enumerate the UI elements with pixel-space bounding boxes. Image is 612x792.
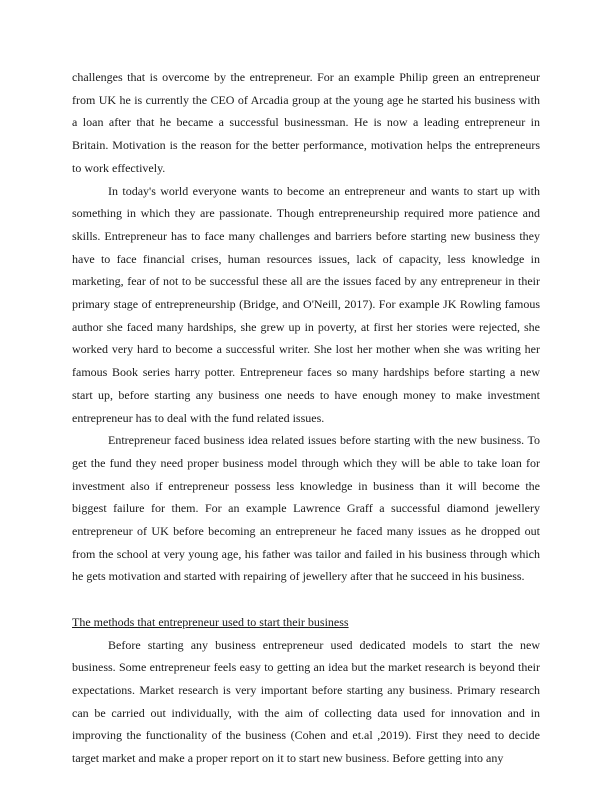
page-body	[72, 66, 540, 770]
paragraph-methods: Before starting any business entrepreneur used dedicated models to start the new business. Some entrepreneur feels easy to getting an idea but the market research is beyond their expectations. Market research is very important before starting any business. Primary research can be carried out individually, with the aim of collecting data used for innovation and in improving the functionality of the business (Cohen and et.al ,2019). First they need to decide target market and make a proper report on it to start new business. Before getting into any	[72, 637, 540, 766]
paragraph-entrepreneurship-challenges: In today's world everyone wants to become an entrepreneur and wants to start up with something in which they are passionate. Though entrepreneurship required more patience and skills. Entrepreneur has to face many challenges and barriers before starting new business they have to face financial crises, human resources issues, lack of capacity, less knowledge in marketing, fear of not to be successful these all are the issues faced by any entrepreneur in their primary stage of entrepreneurship (Bridge, and O'Neill, 2017). For example JK Rowling famous author she faced many hardships, she grew up in poverty, at first her stories were rejected, she worked very hard to become a successful writer. She lost her mother when she was writing her famous Book series harry potter. Entrepreneur faces so many hardships before starting a new start up, before starting any business one needs to have enough money to make investment entrepreneur has to deal with the fund related issues.	[72, 183, 540, 425]
paragraph-business-idea-issues: Entrepreneur faced business idea related issues before starting with the new business. To get the fund they need proper business model through which they will be able to take loan for investment also if entrepreneur possess less knowledge in business than it will become the biggest failure for them. For an example Lawrence Graff a successful diamond jewellery entrepreneur of UK before becoming an entrepreneur he faced many issues as he dropped out from the school at very young age, his father was tailor and failed in his business through which he gets motivation and started with repairing of jewellery after that he succeed in his business.	[72, 433, 540, 584]
section-heading: The methods that entrepreneur used to start their business	[72, 614, 349, 629]
paragraph-continued: challenges that is overcome by the entrepreneur. For an example Philip green an entrepreneur from UK he is currently the CEO of Arcadia group at the young age he started his business with a loan after that he became a successful businessman. He is now a leading entrepreneur in Britain. Motivation is the reason for the better performance, motivation helps the entrepreneurs to work effectively.	[72, 70, 540, 175]
